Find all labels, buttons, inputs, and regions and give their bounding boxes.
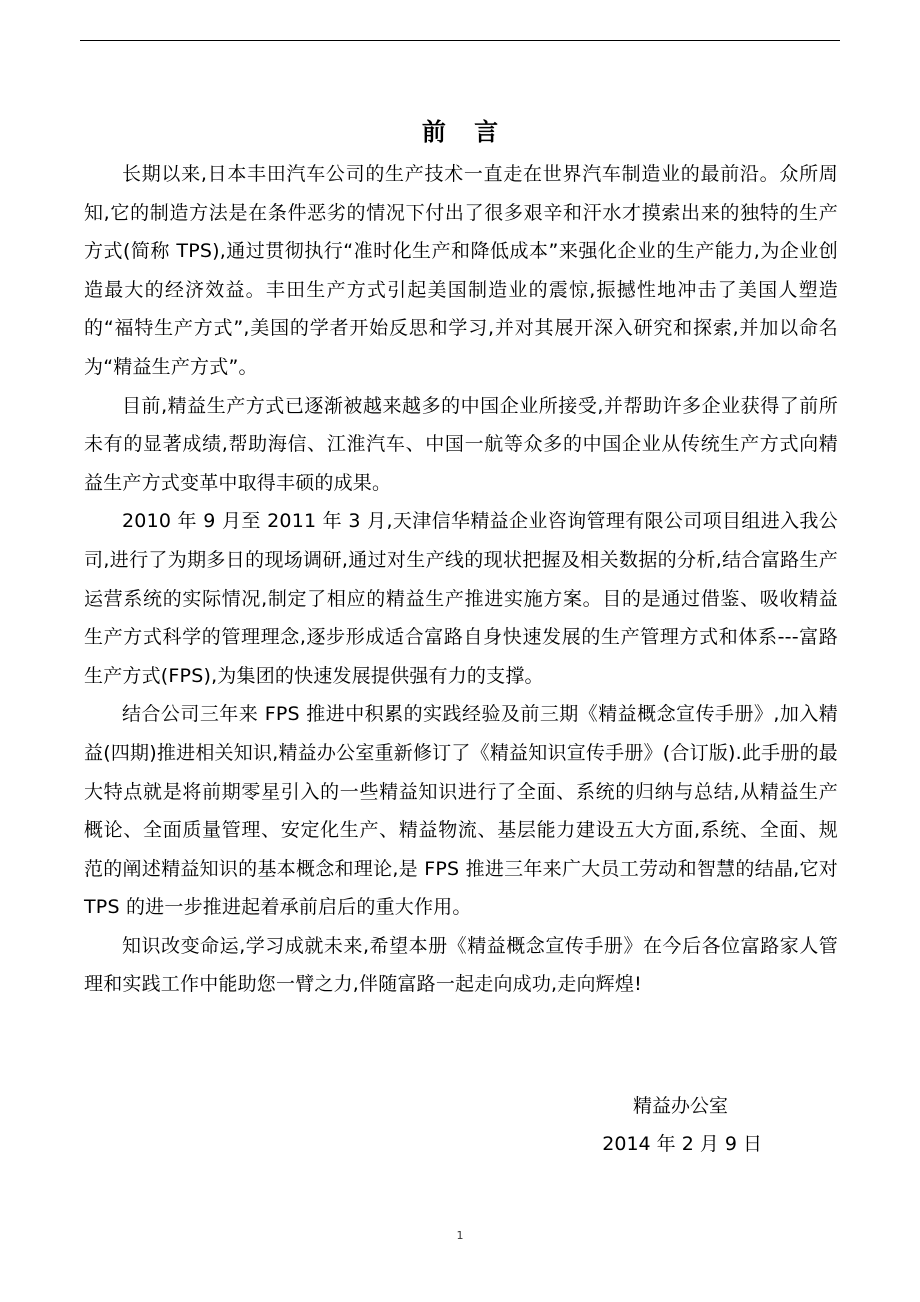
body-text (84, 155, 838, 1004)
paragraph-3: 2010 年 9 月至 2011 年 3 月,天津信华精益企业咨询管理有限公司项目组进入我公司,进行了为期多日的现场调研,通过对生产线的现状把握及相关数据的分析,结合富路生产运营系统的实际情况,制定了相应的精益生产推进实施方案。目的是通过借鉴、吸收精益生产方式科学的管理理念,逐步形成适合富路自身快速发展的生产管理方式和体系---富路生产方式(FPS),为集团的快速发展提供强有力的支撑。 (84, 510, 838, 687)
page-title: 前 言 (421, 118, 509, 146)
signature-organization: 精益办公室 (632, 1095, 728, 1117)
paragraph-1: 长期以来,日本丰田汽车公司的生产技术一直走在世界汽车制造业的最前沿。众所周知,它的制造方法是在条件恶劣的情况下付出了很多艰辛和汗水才摸索出来的独特的生产方式(简称 TPS),通过贯彻执行“准时化生产和降低成本”来强化企业的生产能力,为企业创造最大的经济效益。丰田生产方式引起美国制造业的震惊,振撼性地冲击了美国人塑造的“福特生产方式”,美国的学者开始反思和学习,并对其展开深入研究和探索,并加以命名为“精益生产方式”。 (84, 163, 838, 378)
header-rule (80, 40, 840, 41)
signature-date: 2014 年 2 月 9 日 (602, 1133, 762, 1155)
paragraph-4: 结合公司三年来 FPS 推进中积累的实践经验及前三期《精益概念宣传手册》,加入精益(四期)推进相关知识,精益办公室重新修订了《精益知识宣传手册》(合订版).此手册的最大特点就是将前期零星引入的一些精益知识进行了全面、系统的归纳与总结,从精益生产概论、全面质量管理、安定化生产、精益物流、基层能力建设五大方面,系统、全面、规范的阐述精益知识的基本概念和理论,是 FPS 推进三年来广大员工劳动和智慧的结晶,它对 TPS 的进一步推进起着承前启后的重大作用。 (84, 703, 838, 919)
page-number: 1 (456, 1229, 464, 1242)
paragraph-5: 知识改变命运,学习成就未来,希望本册《精益概念宣传手册》在今后各位富路家人管理和实践工作中能助您一臂之力,伴随富路一起走向成功,走向辉煌! (84, 934, 838, 996)
paragraph-2: 目前,精益生产方式已逐渐被越来越多的中国企业所接受,并帮助许多企业获得了前所未有的显著成绩,帮助海信、江淮汽车、中国一航等众多的中国企业从传统生产方式向精益生产方式变革中取得丰硕的成果。 (84, 394, 838, 494)
signature-block (602, 1087, 762, 1163)
